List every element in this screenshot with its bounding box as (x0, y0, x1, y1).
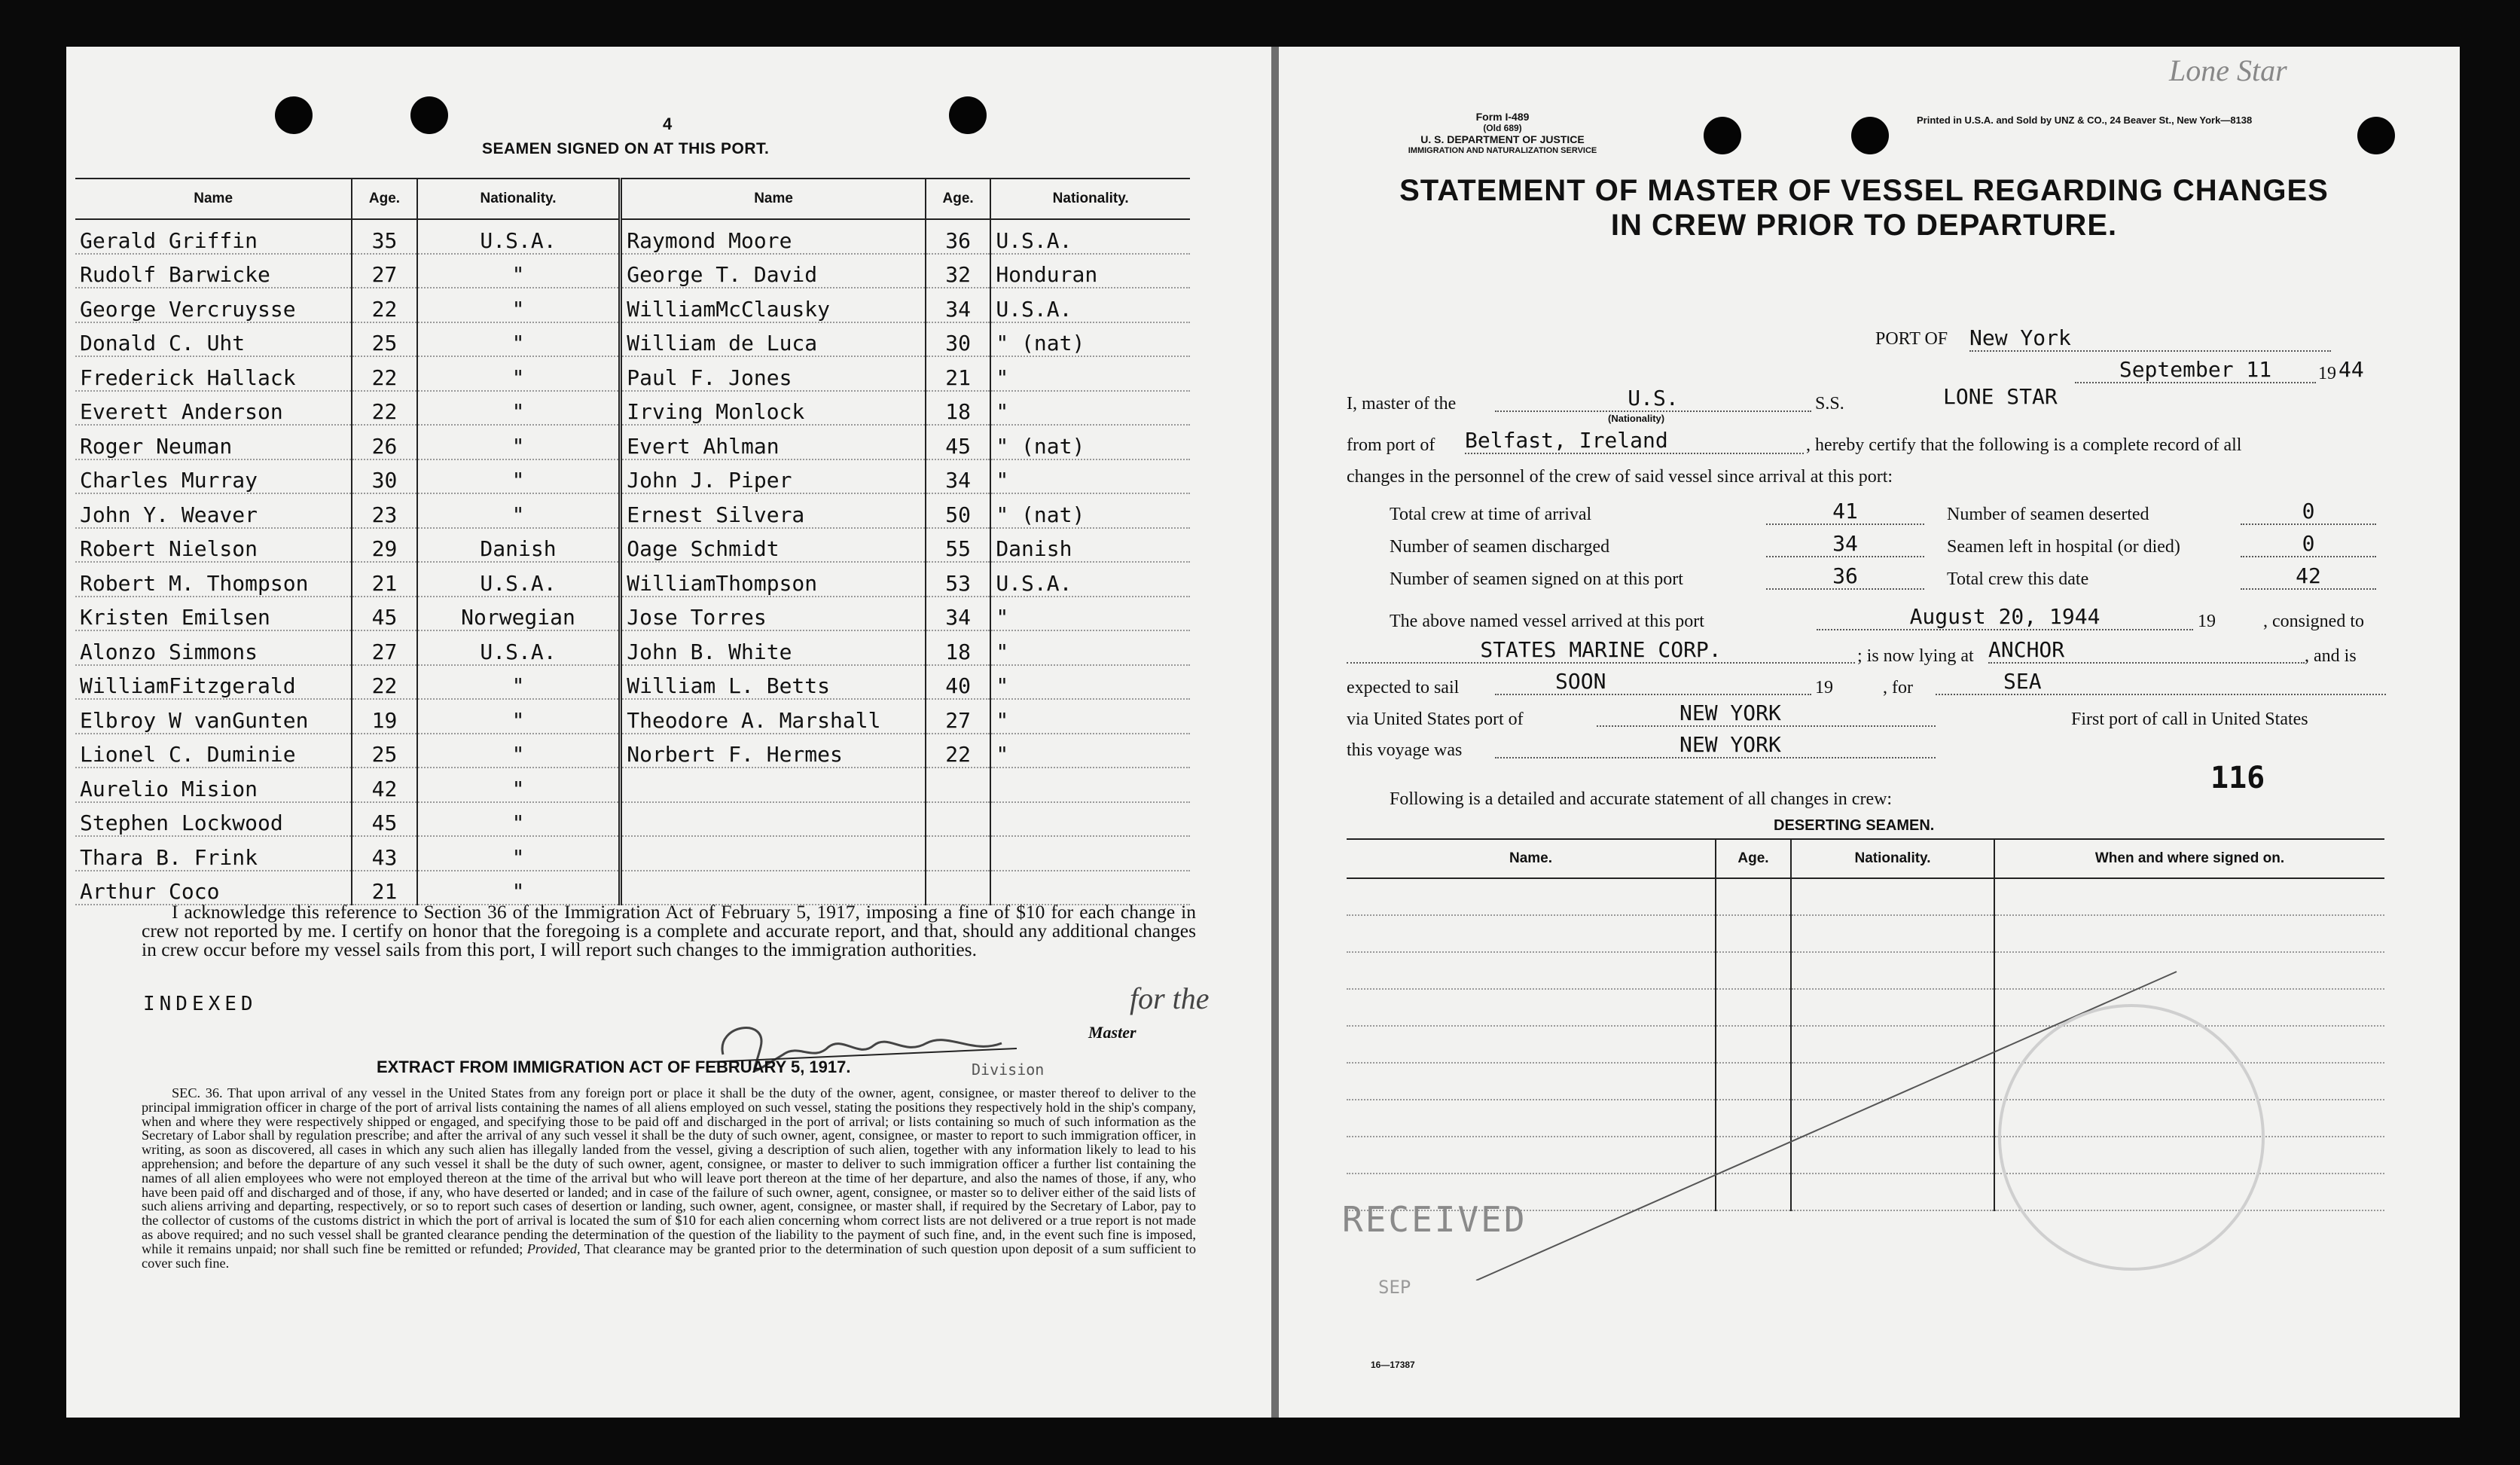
crew-age: 53 (926, 562, 990, 597)
crew-age: 21 (352, 871, 416, 905)
crew-age: 34 (926, 459, 990, 494)
table-row (75, 665, 1190, 700)
port-value: New York (1969, 325, 2331, 352)
via-value: NEW YORK (1597, 700, 1936, 727)
extract-provided: Provided, (526, 1241, 581, 1256)
lying-label: ; is now lying at (1857, 646, 1974, 666)
crew-name (621, 871, 926, 905)
crew-age: 25 (352, 734, 416, 768)
crew-name: Roger Neuman (75, 425, 352, 459)
crew-nationality: Danish (990, 528, 1190, 563)
col-nationality: Nationality. (417, 179, 621, 219)
page-number: 4 (663, 114, 673, 133)
certify-text: , hereby certify that the following is a complete record of all (1806, 435, 2242, 455)
table-row (75, 391, 1190, 426)
crew-name: George T. David (621, 254, 926, 288)
table-row (75, 493, 1190, 528)
title-line-1: STATEMENT OF MASTER OF VESSEL REGARDING CHANGES (1399, 174, 2329, 207)
crew-name: WilliamFitzgerald (75, 665, 352, 700)
punch-hole (2357, 117, 2395, 154)
crew-name: Oage Schmidt (621, 528, 926, 563)
crew-nationality: " (417, 493, 621, 528)
ss-label: S.S. (1815, 394, 1844, 414)
crew-nationality (990, 836, 1190, 871)
crew-nationality: " (417, 288, 621, 322)
crew-age: 29 (352, 528, 416, 563)
table-row (75, 562, 1190, 597)
from-port-value: Belfast, Ireland (1465, 428, 1804, 454)
crew-nationality: U.S.A. (990, 288, 1190, 322)
crew-nationality: " (417, 391, 621, 426)
table-row (75, 802, 1190, 837)
crew-nationality: " (990, 459, 1190, 494)
expected-value: SOON (1495, 669, 1811, 695)
punch-hole (410, 96, 448, 134)
crew-nationality: " (417, 734, 621, 768)
year-suffix: 44 (2338, 357, 2364, 382)
crew-age: 27 (926, 699, 990, 734)
crew-nationality: " (417, 356, 621, 391)
crew-nationality: U.S.A. (417, 562, 621, 597)
crew-nationality: " (nat) (990, 425, 1190, 459)
table-row (75, 734, 1190, 768)
form-old: (Old 689) (1483, 123, 1522, 133)
expected-label: expected to sail (1347, 678, 1460, 697)
crew-name: Donald C. Uht (75, 322, 352, 357)
crew-nationality: " (990, 597, 1190, 631)
crew-age: 45 (352, 597, 416, 631)
crew-nationality: " (417, 322, 621, 357)
crew-nationality: " (417, 665, 621, 700)
crew-name: Jose Torres (621, 597, 926, 631)
crew-age: 22 (352, 665, 416, 700)
department: U. S. DEPARTMENT OF JUSTICE (1420, 133, 1585, 145)
from-port-label: from port of (1347, 435, 1435, 455)
crew-name: John B. White (621, 630, 926, 665)
master-label: Master (1088, 1023, 1136, 1042)
extract-title: EXTRACT FROM IMMIGRATION ACT OF FEBRUARY 5, 1917. (377, 1058, 851, 1076)
crew-name: Lionel C. Duminie (75, 734, 352, 768)
col-name: Name. (1347, 839, 1716, 878)
crew-nationality: " (417, 871, 621, 905)
crew-nationality: U.S.A. (417, 219, 621, 254)
punch-hole (1851, 117, 1889, 154)
crew-name: Thara B. Frink (75, 836, 352, 871)
service: IMMIGRATION AND NATURALIZATION SERVICE (1408, 146, 1597, 155)
crew-name: Irving Monlock (621, 391, 926, 426)
corner-handwriting: Lone Star (2169, 53, 2287, 87)
col-name: Name (621, 179, 926, 219)
table-header (75, 179, 1190, 219)
crew-name: Everett Anderson (75, 391, 352, 426)
crew-nationality: Honduran (990, 254, 1190, 288)
via-label: via United States port of (1347, 710, 1524, 729)
col-nationality: Nationality. (990, 179, 1190, 219)
crew-age: 22 (352, 391, 416, 426)
crew-name (621, 802, 926, 837)
crew-name (621, 836, 926, 871)
crew-nationality: " (990, 734, 1190, 768)
crew-nationality: U.S.A. (417, 630, 621, 665)
crew-nationality (990, 768, 1190, 802)
crew-age: 18 (926, 391, 990, 426)
crew-nationality: U.S.A. (990, 562, 1190, 597)
arrived-label: The above named vessel arrived at this port (1390, 612, 1704, 631)
stat-label: Seamen left in hospital (or died) (1947, 537, 2180, 557)
crew-age: 26 (352, 425, 416, 459)
table-row (75, 322, 1190, 357)
crew-nationality: " (417, 768, 621, 802)
extract-tail: That clearance may be granted prior to the determination of such question upon deposit of a sum sufficient to cover such fine. (142, 1241, 1196, 1271)
table-row (75, 871, 1190, 905)
crew-age: 30 (926, 322, 990, 357)
stat-label: Total crew this date (1947, 569, 2089, 589)
crew-nationality (990, 802, 1190, 837)
crew-name: Charles Murray (75, 459, 352, 494)
crew-name: John J. Piper (621, 459, 926, 494)
crew-age: 45 (352, 802, 416, 837)
crew-name: Theodore A. Marshall (621, 699, 926, 734)
crew-name: Gerald Griffin (75, 219, 352, 254)
stat-value: 41 (1766, 499, 1924, 525)
crew-age: 18 (926, 630, 990, 665)
col-age: Age. (1716, 839, 1791, 878)
and-is: , and is (2305, 646, 2357, 666)
crew-nationality: " (nat) (990, 322, 1190, 357)
table-row (75, 288, 1190, 322)
voyage-label: this voyage was (1347, 740, 1463, 760)
crew-age: 25 (352, 322, 416, 357)
crew-name: Kristen Emilsen (75, 597, 352, 631)
punch-hole (949, 96, 987, 134)
crew-age: 21 (352, 562, 416, 597)
crew-age: 22 (352, 356, 416, 391)
extract-body (142, 1086, 1196, 1270)
crew-nationality: Norwegian (417, 597, 621, 631)
crew-nationality: " (990, 665, 1190, 700)
deserting-title: DESERTING SEAMEN. (1774, 817, 1935, 834)
extract-text: That upon arrival of any vessel in the United States from any foreign port or place it shall be the duty of the owner, agent, consignee, or master thereof to deliver to the principal immigration officer in charge of the port of arrival lists containing the names of all aliens employed on such vessel, stating the positions they respectively hold in the ship's company, when and where they were respectively shipped or engaged, and specifying those to be paid off and discharged in the port of arrival; or lists containing so much of such information as the Secretary of Labor shall by regulation prescribe; and after the arrival of any such vessel it shall be the duty of such owner, agent, consignee, or master to report to such immigration officer, in writing, as soon as discovered, all cases in which any such alien has illegally landed from the vessel, giving a description of such alien, together with any information likely to lead to his apprehension; and before the departure of any such vessel it shall be the duty of such owner, agent, consignee, or master to deliver to such immigration officer a further list containing the names of all alien employees who were not employed thereon at the time of the arrival but who will leave port thereon at the time of her departure, and also the names of those, if any, who have been paid off and discharged and of those, if any, who have deserted or landed; and in case of the failure of such owner, agent, consignee, or master so to deliver either of the said lists of such aliens arriving and departing, respectively, or so to report such cases of desertion or landing, such owner, agent, consignee, or master shall, if required by the Secretary of Labor, pay to the collector of customs of the customs district in which the port of arrival is located the sum of $10 for each alien concerning whom correct lists are not delivered or a true report is not made as above required; and no such vessel shall be granted clearance pending the determination of the question of the liability to the payment of such fine, and, in the event such fine is imposed, while it remains unpaid; nor shall such fine be remitted or refunded; (142, 1085, 1196, 1256)
crew-age: 43 (352, 836, 416, 871)
title-line-2: IN CREW PRIOR TO DEPARTURE. (1610, 209, 2118, 242)
punch-hole (275, 96, 313, 134)
crew-name: Evert Ahlman (621, 425, 926, 459)
extract-section: SEC. 36. (172, 1085, 223, 1100)
col-name: Name (75, 179, 352, 219)
crew-age: 30 (352, 459, 416, 494)
col-age: Age. (352, 179, 416, 219)
table-row (75, 597, 1190, 631)
crew-name: WilliamThompson (621, 562, 926, 597)
master-of-label: I, master of the (1347, 394, 1457, 414)
crew-name: Robert Nielson (75, 528, 352, 563)
crew-name: William L. Betts (621, 665, 926, 700)
acknowledgement-text: I acknowledge this reference to Section 36 of the Immigration Act of February 5, 1917, imposing a fine of $10 for each change in crew not reported by me. I certify on honor that the foregoing is a complete and accurate report, and that, should any additional changes in crew occur before my vessel sails from this port, I will report such changes to the immigration authorities. (142, 901, 1196, 960)
stat-label: Number of seamen deserted (1947, 505, 2149, 524)
crew-age: 19 (352, 699, 416, 734)
crew-name: Alonzo Simmons (75, 630, 352, 665)
crew-age: 22 (352, 288, 416, 322)
crew-nationality: " (417, 459, 621, 494)
crew-age: 50 (926, 493, 990, 528)
crew-age: 55 (926, 528, 990, 563)
form-number: Form I-489 (1475, 111, 1530, 123)
crew-nationality: " (990, 630, 1190, 665)
voyage-value: NEW YORK (1495, 732, 1936, 758)
crew-nationality: " (990, 699, 1190, 734)
following-text: Following is a detailed and accurate statement of all changes in crew: (1390, 789, 1893, 809)
crew-age: 21 (926, 356, 990, 391)
crew-name: John Y. Weaver (75, 493, 352, 528)
crew-age: 32 (926, 254, 990, 288)
stat-label: Number of seamen signed on at this port (1390, 569, 1683, 589)
first-port-label: First port of call in United States (2071, 710, 2308, 729)
crew-name: Rudolf Barwicke (75, 254, 352, 288)
printer-line: Printed in U.S.A. and Sold by UNZ & CO., 24 Beaver St., New York—8138 (1917, 114, 2253, 126)
col-signed-on: When and where signed on. (1994, 839, 2384, 878)
crew-age: 36 (926, 219, 990, 254)
crew-nationality: " (417, 802, 621, 837)
stat-value: 0 (2241, 531, 2376, 557)
crew-nationality: " (990, 391, 1190, 426)
crew-age: 40 (926, 665, 990, 700)
nationality-value: U.S. (1495, 386, 1811, 412)
faint-seal (2000, 1006, 2263, 1269)
crew-age: 22 (926, 734, 990, 768)
punch-hole (1704, 117, 1741, 154)
consigned-label: , consigned to (2263, 612, 2364, 631)
crew-nationality: " (417, 699, 621, 734)
signature-annotation: for the (1130, 981, 1210, 1015)
table-row (75, 254, 1190, 288)
crew-nationality: Danish (417, 528, 621, 563)
crew-age: 35 (352, 219, 416, 254)
stat-value: 34 (1766, 531, 1924, 557)
table-row (75, 528, 1190, 563)
consignee-value: STATES MARINE CORP. (1347, 637, 1855, 664)
stat-value: 36 (1766, 563, 1924, 590)
table-row (75, 768, 1190, 802)
table-row (75, 699, 1190, 734)
crew-name: WilliamMcClausky (621, 288, 926, 322)
crew-age: 34 (926, 597, 990, 631)
crew-name: Elbroy W vanGunten (75, 699, 352, 734)
crew-name: William de Luca (621, 322, 926, 357)
crew-name: Norbert F. Hermes (621, 734, 926, 768)
arrived-value: August 20, 1944 (1817, 604, 2193, 630)
crew-name: George Vercruysse (75, 288, 352, 322)
crew-age (926, 836, 990, 871)
table-row (75, 219, 1190, 254)
crew-age (926, 768, 990, 802)
crew-nationality: " (990, 356, 1190, 391)
vessel-name: LONE STAR (1943, 384, 2058, 409)
table-row (75, 459, 1190, 494)
crew-table (75, 178, 1190, 905)
crew-age (926, 802, 990, 837)
crew-age: 27 (352, 630, 416, 665)
table-row (75, 356, 1190, 391)
for-value: SEA (1936, 669, 2386, 695)
section-title: SEAMEN SIGNED ON AT THIS PORT. (482, 140, 770, 157)
form-header (1344, 111, 1661, 157)
table-row (75, 425, 1190, 459)
crew-name: Raymond Moore (621, 219, 926, 254)
crew-name: Paul F. Jones (621, 356, 926, 391)
sep-stamp: SEP (1378, 1277, 1411, 1298)
crew-age (926, 871, 990, 905)
port-label: PORT OF (1875, 329, 1948, 349)
crew-name: Robert M. Thompson (75, 562, 352, 597)
crew-nationality: " (417, 836, 621, 871)
stamped-number: 116 (2210, 761, 2265, 795)
indexed-stamp: INDEXED (143, 993, 258, 1015)
crew-age: 42 (352, 768, 416, 802)
lying-value: ANCHOR (1988, 637, 2305, 664)
stat-label: Number of seamen discharged (1390, 537, 1610, 557)
deserting-header (1347, 839, 2384, 878)
date-value: September 11 (2075, 357, 2316, 383)
form-title (1344, 173, 2384, 243)
crew-name: Aurelio Mision (75, 768, 352, 802)
col-nationality: Nationality. (1791, 839, 1994, 878)
nationality-caption: (Nationality) (1608, 413, 1665, 424)
crew-nationality: " (417, 425, 621, 459)
for-label: , for (1883, 678, 1913, 697)
division-stamp: Division (972, 1061, 1045, 1079)
crew-name: Stephen Lockwood (75, 802, 352, 837)
crew-name: Frederick Hallack (75, 356, 352, 391)
crew-age: 23 (352, 493, 416, 528)
col-age: Age. (926, 179, 990, 219)
arrived-year: 19 (2198, 612, 2216, 631)
changes-text: changes in the personnel of the crew of said vessel since arrival at this port: (1347, 467, 1893, 487)
crew-nationality: U.S.A. (990, 219, 1190, 254)
crew-age: 34 (926, 288, 990, 322)
crew-name: Ernest Silvera (621, 493, 926, 528)
table-row (75, 836, 1190, 871)
page-gutter (1271, 47, 1279, 1418)
year-prefix: 19 (2318, 364, 2336, 383)
form-code: 16—17387 (1371, 1360, 1415, 1370)
crew-age: 45 (926, 425, 990, 459)
stat-value: 42 (2241, 563, 2376, 590)
expected-year: 19 (1815, 678, 1833, 697)
crew-nationality (990, 871, 1190, 905)
crew-name: Arthur Coco (75, 871, 352, 905)
received-stamp: RECEIVED (1342, 1199, 1527, 1240)
stat-label: Total crew at time of arrival (1390, 505, 1592, 524)
crew-name (621, 768, 926, 802)
table-row (75, 630, 1190, 665)
crew-nationality: " (nat) (990, 493, 1190, 528)
stat-value: 0 (2241, 499, 2376, 525)
crew-age: 27 (352, 254, 416, 288)
crew-nationality: " (417, 254, 621, 288)
